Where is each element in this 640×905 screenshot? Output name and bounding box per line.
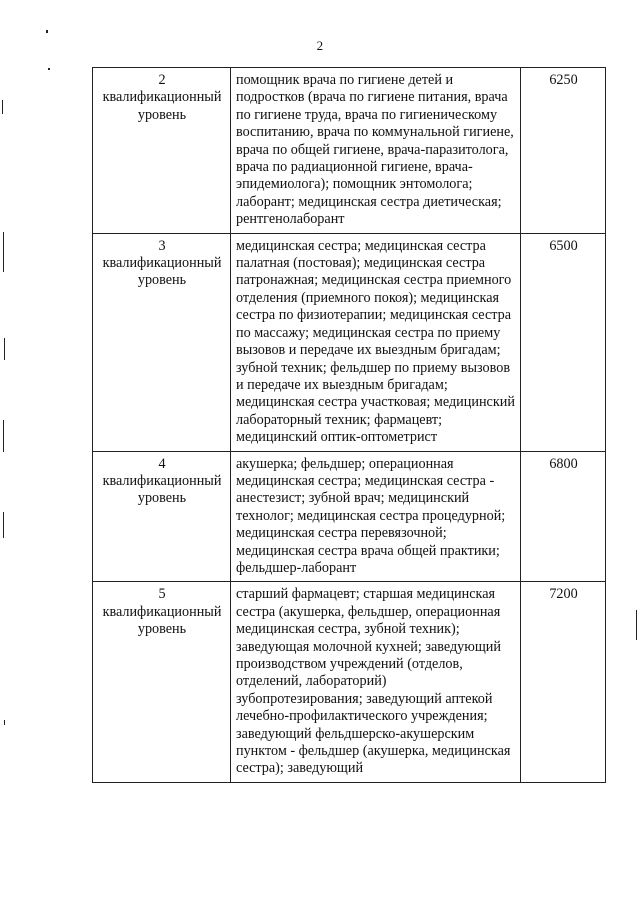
level-cell [93,68,231,234]
level-cell [93,451,231,582]
scan-speck [2,100,3,114]
scan-speck [3,232,4,272]
positions-cell: старший фармацевт; старшая медицинская сестра (акушерка, фельдшер, операционная медицинская сестра, зубной техник); заведующая молочной кухней; заведующий производством учреждений (отделов, отделений, лабораторий) зубопротезирования; заведующий аптекой лечебно-профилактического учреждения; заведующий фельдшерско-акушерским пунктом - фельдшер (акушерка, медицинская сестра); заведующий [231,582,521,782]
scan-speck [3,420,4,452]
level-cell [93,582,231,782]
scan-speck [3,512,4,538]
level-label: квалификационный [102,603,222,620]
positions-cell: помощник врача по гигиене детей и подростков (врача по гигиене питания, врача по гигиене труда, врача по гигиеническому воспитанию, врача по коммунальной гигиене, врача по общей гигиене, врача-паразитолога, врача по радиационной гигиене, врача-эпидемиолога); помощник энтомолога; лаборант; медицинская сестра диетическая; рентгенолаборант [231,68,521,234]
table-row [93,68,606,234]
scan-speck [636,610,637,640]
positions-cell: медицинская сестра; медицинская сестра палатная (постовая); медицинская сестра патронажная; медицинская сестра приемного отделения (приемного покоя); медицинская сестра по физиотерапии; медицинская сестра по массажу; медицинская сестра по приему вызовов и передаче их выездным бригадам; зубной техник; фельдшер по приему вызовов и передаче их выездным бригадам; медицинская сестра участковая; медицинский лабораторный техник; фармацевт; медицинский оптик-оптометрист [231,233,521,451]
level-number: 5 [158,586,166,603]
table-row [93,451,606,582]
level-number: 2 [158,72,166,88]
table-row [93,233,606,451]
scan-speck [46,30,48,33]
level-cell [93,233,231,451]
salary-cell: 6800 [521,451,606,582]
level-label: уровень [137,106,187,123]
scan-speck [4,720,5,725]
level-label: квалификационный [102,89,222,106]
page-number: 2 [316,38,324,53]
qualification-salary-table [92,67,606,783]
salary-cell: 7200 [521,582,606,782]
positions-cell: акушерка; фельдшер; операционная медицинская сестра; медицинская сестра - анестезист; зубной врач; медицинский технолог; медицинская сестра процедурной; медицинская сестра перевязочной; медицинская сестра врача общей практики; фельдшер-лаборант [231,451,521,582]
level-label: уровень [137,272,187,289]
level-number: 3 [158,237,166,254]
level-label: уровень [137,621,187,638]
salary-cell: 6250 [521,68,606,234]
level-label: уровень [137,490,187,507]
level-label: квалификационный [102,255,222,272]
table-row [93,582,606,782]
salary-cell: 6500 [521,233,606,451]
scan-speck [48,68,50,70]
level-number: 4 [158,455,166,472]
level-label: квалификационный [102,472,222,489]
scan-speck [4,338,5,360]
